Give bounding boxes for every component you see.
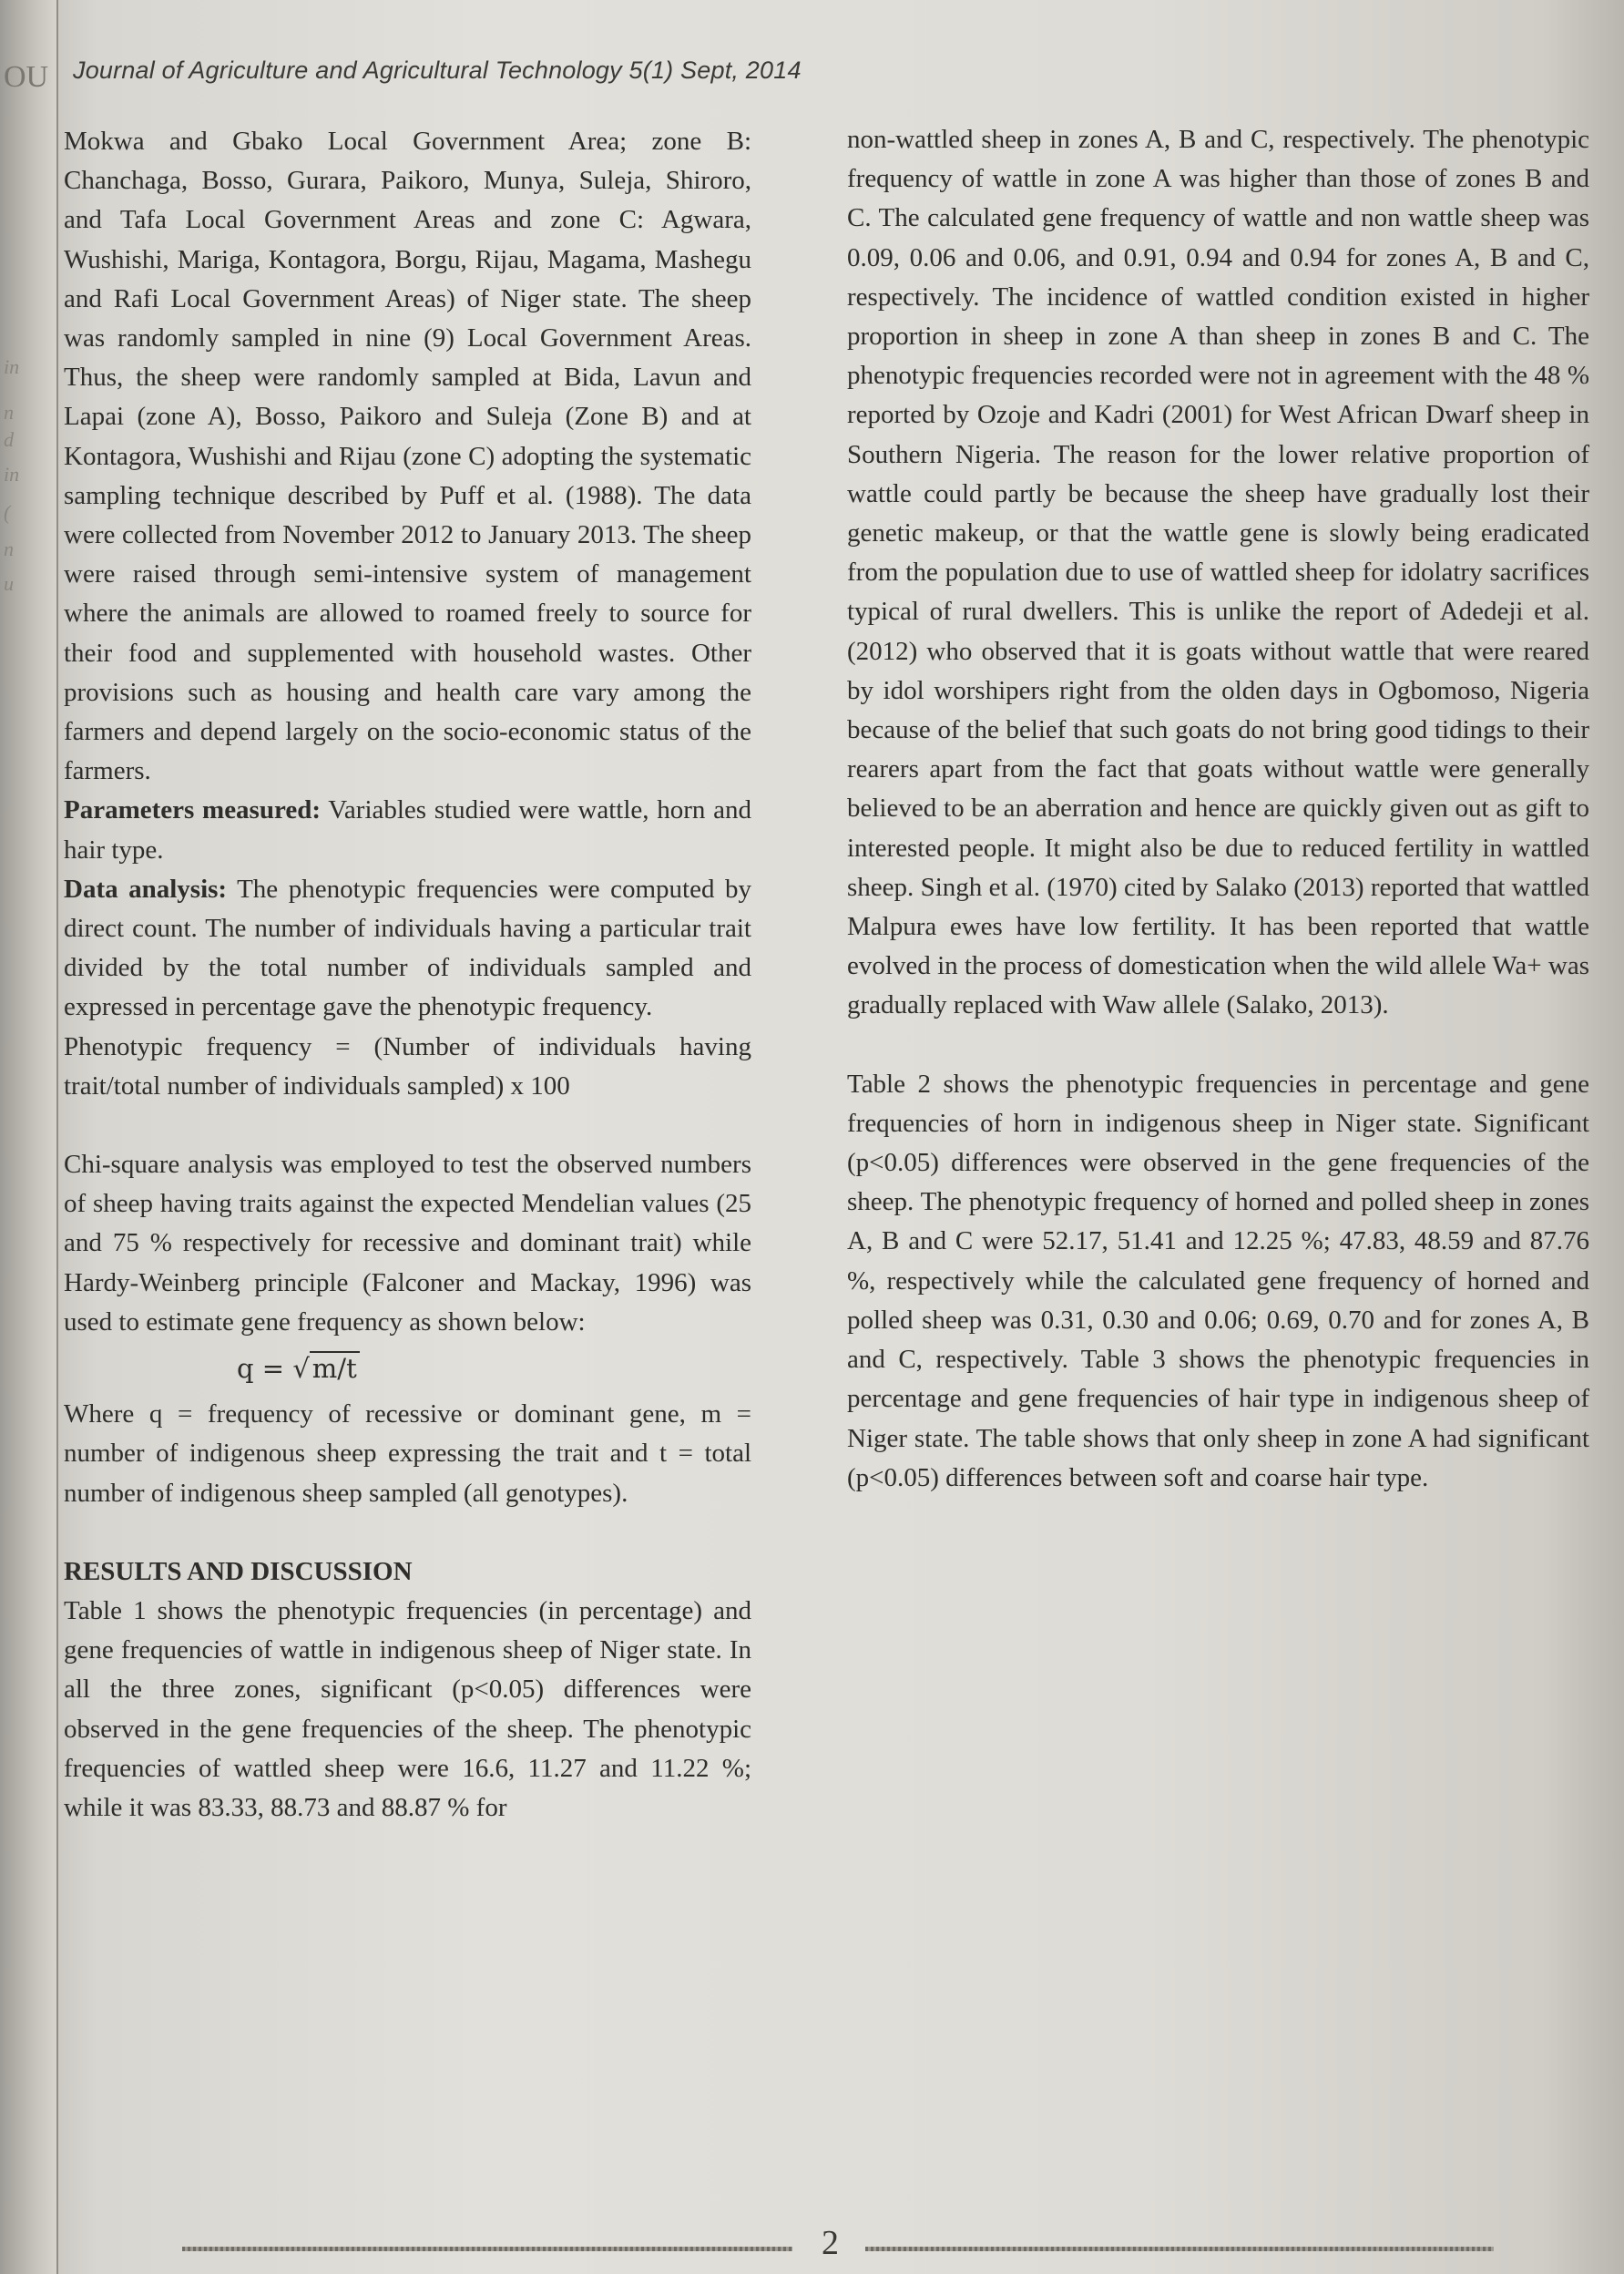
chi-square-paragraph: Chi-square analysis was employed to test the observed numbers of sheep having traits against the expected Mendelian values (25 and 75 % respectively for recessive and dominant trait) while Hardy-Weinberg principle (Falconer and Mackay, 1996) was used to estimate gene frequency as shown below: [64, 1150, 751, 1337]
parameters-paragraph [64, 791, 751, 869]
margin-fragment: n [4, 401, 14, 424]
right-column [847, 120, 1589, 1498]
journal-header: Journal of Agriculture and Agricultural Technology 5(1) Sept, 2014 [73, 56, 802, 84]
margin-fragment: u [4, 572, 14, 595]
wattle-discussion-paragraph: non-wattled sheep in zones A, B and C, respectively. The phenotypic frequency of wattle in zone A was higher than those of zones B and C. The calculated gene frequency of wattle and non wattle sheep was 0.09, 0.06 and 0.06, and 0.91, 0.94 and 0.94 for zones A, B and C, respectively. The incidence of wattled condition existed in higher proportion in sheep in zone A than sheep in zones B and C. The phenotypic frequencies recorded were not in agreement with the 48 % reported by Ozoje and Kadri (2001) for West African Dwarf sheep in Southern Nigeria. The reason for the lower relative proportion of wattle could partly be because the sheep have gradually lost their genetic makeup, or that the wattle gene is slowly being eradicated from the population due to use of wattled sheep for idolatry sacrifices typical of rural dwellers. This is unlike the report of Adedeji et al. (2012) who observed that it is goats without wattle that were reared by idol worshipers right from the olden days in Ogbomoso, Nigeria because of the belief that such goats do not bring good tidings to their rearers apart from the fact that goats without wattle were generally believed to be an aberration and hence are quickly given out as gift to interested people. It might also be due to reduced fertility in wattled sheep. Singh et al. (1970) cited by Salako (2013) reported that wattled Malpura ewes have low fertility. It has been reported that wattle evolved in the process of domestication when the wild allele Wa+ was gradually replaced with Waw allele (Salako, 2013). [847, 125, 1589, 1020]
phenotypic-formula-text: Phenotypic frequency = (Number of individuals having trait/total number of individuals sampled) x 100 [64, 1031, 751, 1101]
parameters-text: Variables studied were wattle, horn and hair type. [64, 795, 751, 865]
book-binding-edge [0, 0, 58, 2274]
margin-fragment: in [4, 355, 20, 378]
analysis-paragraph [64, 870, 751, 1028]
folio-fragment: OU [4, 60, 49, 94]
footer-rule-left [182, 2247, 792, 2251]
analysis-text: The phenotypic frequencies were computed by direct count. The number of individuals having a particular trait divided by the total number of individuals sampled and expressed in percentage gave the phenotypic frequency. [64, 874, 751, 1022]
parameters-label: Parameters measured: [64, 795, 321, 825]
margin-fragment: ( [4, 501, 11, 524]
formula-lhs: q = [237, 1353, 293, 1385]
results-heading: RESULTS AND DISCUSSION [64, 1556, 413, 1586]
formula-radicand: m/t [310, 1351, 360, 1384]
sqrt-symbol: √ [292, 1353, 310, 1385]
where-paragraph: Where q = frequency of recessive or dominant gene, m = number of indigenous sheep expressing the trait and t = total number of indigenous sheep sampled (all genotypes). [64, 1399, 751, 1508]
margin-fragment: n [4, 538, 14, 560]
results-paragraph: Table 1 shows the phenotypic frequencies (in percentage) and gene frequencies of wattle in indigenous sheep of Niger state. In all the three zones, significant (p<0.05) differences were observed in the gene frequencies of the sheep. The phenotypic frequencies of wattled sheep were 16.6, 11.27 and 11.22 %; while it was 83.33, 88.73 and 88.87 % for [64, 1595, 751, 1822]
margin-fragment: in [4, 463, 20, 486]
page-number: 2 [822, 2224, 839, 2262]
footer-rule-right [865, 2247, 1494, 2251]
analysis-label: Data analysis: [64, 874, 228, 904]
horn-hair-paragraph: Table 2 shows the phenotypic frequencies in percentage and gene frequencies of horn in indigenous sheep in Niger state. Significant (p<0.05) differences were observed in the gene frequencies of the sheep. The phenotypic frequency of horned and polled sheep in zones A, B and C were 52.17, 51.41 and 12.25 %; 47.83, 48.59 and 87.76 %, respectively while the calculated gene frequency of horned and polled sheep was 0.31, 0.30 and 0.06; 0.69, 0.70 and for zones A, B and C, respectively. Table 3 shows the phenotypic frequencies in percentage and gene frequencies of hair type in indigenous sheep of Niger state. The table shows that only sheep in zone A had significant (p<0.05) differences between soft and coarse hair type. [847, 1069, 1589, 1492]
gene-frequency-formula [64, 1342, 751, 1395]
methods-paragraph: Mokwa and Gbako Local Government Area; zone B: Chanchaga, Bosso, Gurara, Paikoro, Munya, Suleja, Shiroro, and Tafa Local Government Areas and zone C: Agwara, Wushishi, Mariga, Kontagora, Borgu, Rijau, Magama, Mashegu and Rafi Local Government Areas) of Niger state. The sheep was randomly sampled in nine (9) Local Government Areas. Thus, the sheep were randomly sampled at Bida, Lavun and Lapai (zone A), Bosso, Paikoro and Suleja (Zone B) and at Kontagora, Wushishi and Rijau (zone C) adopting the systematic sampling technique described by Puff et al. (1988). The data were collected from November 2012 to January 2013. The sheep were raised through semi-intensive system of management where the animals are allowed to roamed freely to source for their food and supplemented with household wastes. Other provisions such as housing and health care vary among the farmers and depend largely on the socio-economic status of the farmers. [64, 127, 751, 786]
left-column [64, 122, 751, 1828]
margin-fragment: d [4, 428, 14, 451]
